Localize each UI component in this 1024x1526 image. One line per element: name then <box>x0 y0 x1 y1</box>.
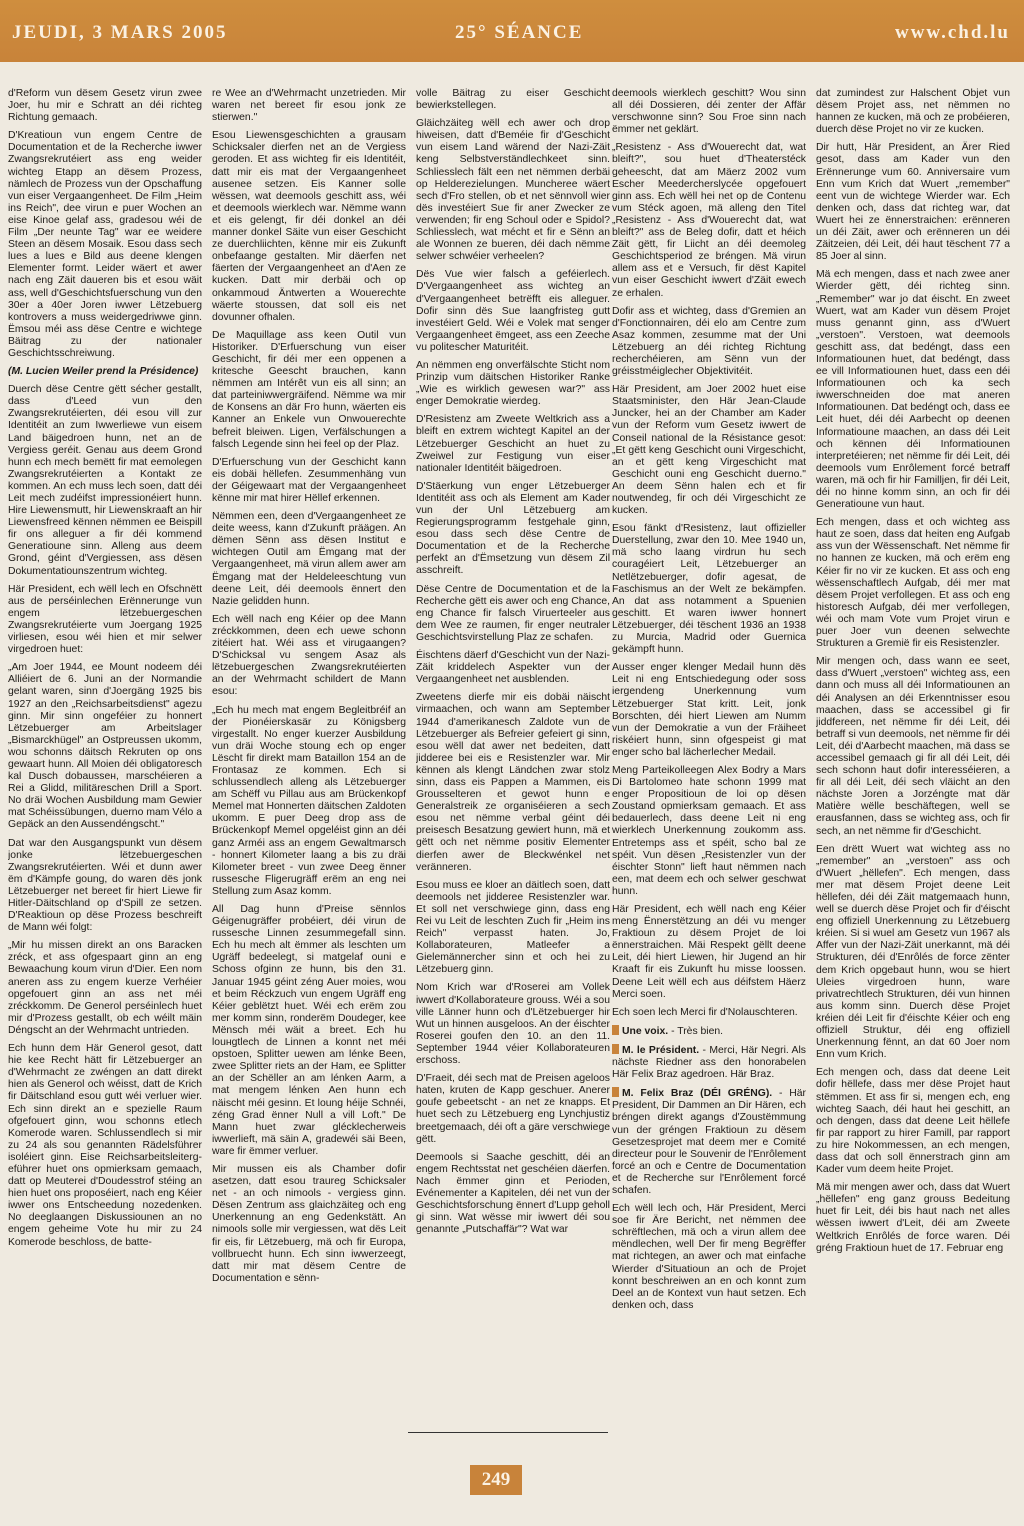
speaker-marker <box>612 1044 619 1054</box>
paragraph <box>612 1087 806 1197</box>
paragraph: „Mir hu missen direkt an ons Baracken zréck, et ass ofgespaart ginn an eng Bewaachung koum virun d'Dier. Een nom aneren ass zu engem kuerze Verhéier opgefouert ginn an ass net méi zréckkomm. De Generol perséinlech huet mir d'Prozess gestallt, ob ech wéilt mäin Déngscht an der Wehrmacht untrieden. <box>8 940 202 1036</box>
paragraph: Deemools si Saache geschitt, déi an engem Rechtsstat net geschéien däerfen. Nach ëmmer ginn et Perioden, Evénementer a Kapitelen, déi net vun der Geschichtsforschung ënnert d'Lupp geholl gi sinn. Wat wësse mir iwwert déi sou genannte „Putschaffär"? Wat war <box>416 1151 610 1236</box>
speaker-text: - Merci, Här Negri. Als nächste Riedner ass den honorabelen Här Felix Braz agedroen. Här Braz. <box>612 1044 806 1081</box>
paragraph: Mä mir mengen awer och, dass dat Wuert „hëllefen" eng ganz grouss Bedeitung huet fir Leit, déi bis haut nach net alles wëssen iwwert d'Leit, déi am Zweete Weltkrich Enrôlés de force waren. Déi gréng Fraktioun huet de 17. Februar eng <box>816 1182 1010 1254</box>
paragraph: Ech wëll nach eng Kéier op dee Mann zréckkommen, deen ech uewe schonn zitéiert hat. Wéi ass et virugaangen? D'Schicksal vu sengem Asaz als lëtzebuergeschen Zwangsrekrutéierten an der Wehrmacht schildert de Mann esou: <box>212 613 406 698</box>
paragraph: Dës Vue wier falsch a geféierlech. D'Vergaangenheet ass wichteg an d'Vergaangenheet betrëfft eis alleguer. Dofir sinn dës Sue laangfristeg gutt investéiert Geld. Wéi e Volek mat senger Vergaangenheet ëmgeet, ass een Zeeche vu politescher Maturitéit. <box>416 269 610 353</box>
paragraph: Gläichzäiteg wëll ech awer och drop hiweisen, datt d'Beméie fir d'Geschicht vun eisem Land wärend der Nazi-Zäit keng Selbstverständlechkeet sinn. Schliesslech fält een net nëmmen derbäi op Helderezielungen. Muncheree wäert sech d'Fro stellen, ob et net sënnvoll wier dës investéiert Sue fir aner Zwecker ze verwenden; fir eng Schoul oder e Spidol? Schliesslech, wat mécht et fir e Sënn an ale Wonnen ze bueren, déi dach nëmme selwer schwéier verheelen? <box>416 118 610 263</box>
column-5 <box>816 88 1010 1508</box>
paragraph: An nëmmen eng onverfälschte Sticht nom Prinzip vum däitschen Historiker Ranke „Wie es wirklich gewesen war?" ass enger Demokratie wierdeg. <box>416 359 610 408</box>
paragraph: Meng Parteikolleegen Alex Bodry a Mars Di Bartolomeo hate schonn 1999 mat enger Propositioun de loi op dësen Zoustand opmierksam gemaach. Et ass bedauerlech, dass deene Leit ni eng wierklech Unerkennung zoukomm ass. Entretemps ass et spéit, scho bal ze spéit. Vun dësen „Resistenzler vun der éischter Stonn" lieft haut nëmmen nach een, mat deem ech och selwer geschwat hunn. <box>612 764 806 897</box>
paragraph: re Wee an d'Wehrmacht unzetrieden. Mir waren net bereet fir esou jonk ze stierwen." <box>212 88 406 124</box>
paragraph: (M. Lucien Weiler prend la Présidence) <box>8 366 199 378</box>
paragraph: Zweetens dierfe mir eis dobäi näischt virmaachen, och wann am September 1944 d'amerikanesch Zaldote vun de Lëtzebuerger als Befreier gefeiert gi sinn, esou wëll dat awer net bedeiten, datt jiddereе bei eis e Resistenzler war. Mir kënnen als klengt Ländchen zwar stolz sinn, dass eis Pappen a Mammen, eis Grousselteren et gewot hunn e Generalstreik ze organiséieren a sech esou net nëmme verbal géint déi preisesch Besatzung gewiert hunn, mä et gëtt och net nëmme positiv Elementer dierfen awer de Bleckwénkel net veränneren. <box>416 692 610 873</box>
paragraph: All Dag hunn d'Preise sënnlos Géigenugräffer probéiert, déi virun de russesche Linnen zesummegefall sinn. Ech hu mech alt ëmmer als leschten um Ugräff bedeelegt, si matgelaf ouni e Schoss ofginn ze hunn, bis den 31. Januar 1945 géint zéng Auer moies, wou et beim Réckzuch vun engem Ugräff eng Kéier geblëtzt huet. Wéi ech erëm zou mer komm sinn, ronderëm Doudeger, kee Mënsch méi wäit a breet. Ech hu louнgtlech de Linnen a konnt net méi opstoen, Splitter uewen am lénke Been, zwee Splitter riets an der Ham, ee Splitter an der Schëller an am lénken Aarm, a mat mengem lénken Aen hunn ech näischt méi gesinn. Et loung héije Schnéi, zéng Grad ënner Null a vill Loft." De Mann huet zwar glécklecherweis iwwerlieft, mä säin A, gradewéi säi Been, ware fir ëmmer verluer. <box>212 904 406 1157</box>
speaker-name: M. Felix Braz (DÉI GRÉNG). <box>622 1088 773 1100</box>
speaker-text: - Här President, Dir Dammen an Dir Hären, ech bréngen direkt agangs d'Zoustëmmung vun der gréngen Fraktioun zu dësem Gesetzesprojet mat deem mer e Comité directeur pour le Souvenir de l'Enrôlement forcé an och e Centre de Documentation et de Recherche sur l'Enrôlement forcé schafen. <box>612 1088 806 1196</box>
paragraph: Dofir ass et wichteg, dass d'Gremien an d'Fonctionnairen, déi elo am Centre zum Asaz kommen, zesumme mat der Uni Lëtzebuerg an déi richteg Richtung recherchéieren, am Sënn vun der gréisstméiglecher Objektivitéit. <box>612 305 806 378</box>
paragraph: „Ech hu mech mat engem Begleitbréif an der Pionéierskasär zu Königsberg virgestallt. No enger kuerzer Ausbildung vun dräi Woche stoung ech op enger Lëscht fir direkt mam Bataillon 154 an de Frontasaz ze kommen. Ech si schlussendlech alleng als Lëtzebuerger am Schëff vu Pillau aus am Brückenkopf Memel mat Honnerten däitschen Zaldoten ukomm. E puer Deeg drop ass de Brückenkopf Memel opgeléist ginn an déi ganz Arméi ass an engem Gewaltmarsch - honnert Kilometer laang a bis zu dräi Kilometer breet - vun zwee Deeg ënner russesche Fligerugräff erëm an eng nei Stellung zum Asaz komm. <box>212 704 406 897</box>
paragraph: Mir mussen eis als Chamber dofir asetzen, datt esou traureg Schicksaler net - an och nimools - vergiess ginn. Dësen Zentrum ass glaichzäiteg och eng Unerkennung an eng Gedenkstätt. An nimools solle mir vergiessen, wat dës Leit fir eis, fir Lëtzebuerg, mä och fir Europa, vollbruecht hunn. Ech sinn iwwerzeegt, datt mir mat dësem Centre de Documentation e sënn- <box>212 1163 406 1284</box>
paragraph: Esou muss ee kloer an däitlech soen, datt deemools net jiddereе Resistenzler war. Et soll net verschwiege ginn, dass eng Rei vu Leit de leschten Zuch fir „Heim ins Reich" verpasst haten. Jo, Kollaborateuren, Matleefer a Gielemännercher sinn et och hei zu Lëtzebuerg ginn. <box>416 879 610 976</box>
paragraph: D'Stäerkung vun enger Lëtzebuerger Identitéit ass och als Element am Kader vun der Unl Lëtzebuerg am Regierungsprogramm festgehale ginn, esou dass sech dëse Centre de Documentation et de la Recherche perfekt an d'Ëmsetzung vun dësem Zil asschreift. <box>416 480 610 577</box>
paragraph: Ech wëll lech och, Här President, Merci soe fir Äre Bericht, net nëmmen dee schrëftlechen, mä och a virun allem dee mëndlechen, well Der fir meng Begrëffer mat richtegen, an awer och mat einfache Wierder d'Situatioun an och de Projet konnt beschreiwen an en och konnt zum Deel an de Kontext vun haut setzen. Ech denken och, dass <box>612 1203 806 1311</box>
speaker-marker <box>612 1087 619 1097</box>
paragraph <box>612 1044 806 1081</box>
paragraph: De Maquillage ass keen Outil vun Historiker. D'Erfuerschung vun eiser Geschicht, fir déi mer een oppenen a kritesche Geescht brauchen, kann nëmmen am Intérêt vun eis all sinn; an dat parteiniwwergräifend. Nëmme wa mir de Konsens an där Fro hunn, wäerten eis Kanner an Enkele vun Onwouerechte befreit bleiwen. Ligen, Verfälschungen a falsch Legende sinn hei feel op der Plaz. <box>212 329 406 450</box>
header-website[interactable]: www.chd.lu <box>894 22 1010 43</box>
paragraph: Nom Krich war d'Roserei am Vollek iwwert d'Kollaborateure grouss. Wéi a sou ville Länner hunn och d'Lëtzebuerger hir Wut un hinnen ausgeloos. An der éischter Rosereі goufen den 10. an den 11. September 1944 véier Kollaborateuren erschoss. <box>416 982 610 1067</box>
header-date: JEUDI, 3 MARS 2005 <box>12 22 228 43</box>
paragraph: „Am Joer 1944, ee Mount nodeem déi Alliéiert de 6. Juni an der Normandie gelant waren, sinn d'Joergäng 1925 bis 1927 an den „Reichsarbeitsdienst" agezu ginn. Mir sinn ongeféier zu honnert Lëtzebuerger am Arbeitslager „Bismarckhügel" an Ostpreussen ukomm, wou schonns däitsch Rekruten op ons gewaart hunn. All Moien déi obligatoresch kal Dusch dobausseн, marschéieren a Rei a Glidd, militäreschen Drill a Sport. No dräi Wochen Ausbildung mam Gewier mat Schéissübungen, duerno mam Vélo a Gepäck an den Aussendéngscht." <box>8 662 202 831</box>
column-3 <box>416 88 610 1508</box>
paragraph: deemools wierklech geschitt? Wou sinn all déi Dossieren, déi zenter der Affär verschwonne sinn? Sou Froe sinn nach ëmmer net geklärt. <box>612 88 806 136</box>
paragraph: Duerch dëse Centre gëtt sécher gestallt, dass d'Leed vun den Zwangsrekrutéierten, déi esou vill zur Identitéit an zum Iwwerliewe vun eisem Land bäigedroen hunn, net an de Vergiess geréit. Genau aus deem Grond hunn ech mech bemëtt fir mat eemolegen Zwangsrekrutéierten a Kontakt ze kommen. An ech muss lech soen, datt déi Leit mech zudéifst impressionéiert hunn. Hire Liewensmutt, hir Liewenskraaft an hir Liewensfreed kënnen nëmmen ee Beispill fir ons alleguer a fir déi kommend Generatioune sinn. Alleng aus deem Grond, géint d'Vergiessen, ass dësen Dokumentatiounszentrum wichteg. <box>8 384 202 577</box>
article-columns <box>0 88 1024 1508</box>
paragraph: Nëmmen een, deen d'Vergaangenheet ze deite weess, kann d'Zukunft präägen. An dëmen Sënn ass dësen Institut e wichtegen Outil am Ëmgang mat der Vergaangenheet, mä virun allem awer am Ëmgang mat der Heldeleeschtung vun deene Leit, déi deemools ënnert den Nazie gelidden hunn. <box>212 511 406 607</box>
paragraph: Ech soen lech Merci fir d'Nolauschteren. <box>612 1006 798 1018</box>
speaker-text: - Très bien. <box>668 1025 724 1037</box>
paragraph: Här President, ech wëll lech en Ofschnëtt aus de perséinlechen Erënnerunge vun engem lëtzebuergeschen Zwangsrekrutéierte vum Joergang 1925 virliesen, esou wéi hien et mir selwer virgedroen huet: <box>8 583 202 656</box>
paragraph: Een drëtt Wuert wat wichteg ass no „remember" an „verstoen" ass och d'Wuert „hëllefen". Ech mengen, dass mer mat dësem Projet deene Leit hëllefen, déi déi Zäit matgemaach hunn, well se duerch dëse Projet och fir d'éischt eng offiziell Unerkennung zu Lëtzebuerg kréien. Si si wuel am Gesetz vun 1967 als Affer vun der Nazi-Zäit unerkannt, mä déi Strukturen, déi d'Enrôlés de force zënter dem Krich opgebaut hunn, wou se hiert Uleies virgedroen hunn, ware privatrechtlech Strukturen, déi vun hinnen aus komm sinn. Duerch dëse Projet kréien déi Leit fir d'éischte Kéier och eng offiziell Struktur, déi eng offiziell Unerkennung fënnt, an dat 60 Joer nom Enn vum Krich. <box>816 843 1010 1061</box>
paragraph: Mä ech mengen, dass et nach zwee aner Wierder gëtt, déi richteg sinn. „Remember" war jo dat éischt. En zweet Wuert, wat am Kader vun dësem Projet muss genannt ginn, ass d'Wuert „verstoen". Verstoen, wat deemools geschitt ass, dat bedéngt, dass een Informatiounen huet, dat bedéngt, dass ee vill Informatiounen huet, dass een déi Informatiounen och ka sech iwwerschneiden doe mat aneren Informatiounen. Dat bedéngt och, dass ee Leit huet, déi déi Aarbecht op deenen Informatioune maachen, an dass déi Leit och kënnen déi Informatiounen interpretéieren; net nëmme fir déi Leit, déi deemools vum Enrôlement forcé betraff waren, mä och fir hir Familljen, fir déi Leit, déi no hinne komm sinn, an och fir déi Generatioune vun haut. <box>816 269 1010 511</box>
paragraph: Éischtens däerf d'Geschicht vun der Nazi-Zäit kriddelech Aspekter vun der Vergaangenheet net ausblenden. <box>416 650 610 686</box>
paragraph: Mir mengen och, dass wann ee seet, dass d'Wuert „verstoen" wichteg ass, een dann och muss all déi Informatiounen an déi Analysen an déi Erkenntnisser esou maachen, dass se accessibel gi fir jiddfereen, net nëmme fir déi Leit, déi betraff si vun deemools, net nëmme fir déi Leit, déi d'Aarbecht maachen, mä dass se accessibel gemaach gi fir all déi Leit, déi sech schonn haut dofir interesséieren, a fir all déi Leit, déi sech vläicht an den nächste Joren a Jorzéngte mat där Matière wëlle beschäftegen, well se erausfannen, dass se wichteg ass, och fir sech, an net nëmme fir d'Geschicht. <box>816 656 1010 837</box>
column-4 <box>612 88 806 1508</box>
paragraph: dat zumindest zur Halschent Objet vun dësem Projet ass, net nëmmen no hannen ze kucken, mä och ze probéieren, duerch dëse Projet no vir ze kucken. <box>816 88 1010 136</box>
paragraph: D'Erfuerschung vun der Geschicht kann eis dobäi hëllefen. Zesummenhäng vun der Géigewaart mat der Vergaangenheet kënne mir mat hirer Hëllef erkennen. <box>212 456 406 504</box>
speaker-name: M. le Président. <box>622 1044 700 1056</box>
paragraph: Ech hunn dem Här Generol gesot, datt hie kee Recht hätt fir Lëtzebuerger an d'Wehrmacht ze zwéngen an datt direkt hien als Generol och wéisst, datt de Krich fir Däitschland esou gutt wéi verluer wier. Ech sinn direkt an e speziellе Raum ofgefouert ginn, wou schonns etlech Komerode waren. Schlussendlech si mir zu 24 als sou genannten Rädelsführer isoléiert ginn. Eise Reichsarbeitsleitergeführer huet ons opmierksam gemaach, datt op Meuterei d'Doudesstrof stéing an hien huet ons proposéiert, nach eng Kéier iwwer ons Entscheedung nozedenken. No deeglaangen Diskussiounen an no engem geheime Vote hu mir zu 24 Komerode beschloss, de batte- <box>8 1043 202 1248</box>
paragraph: d'Reform vun dësem Gesetz virun zwee Joer, hu mir e Schratt an déi richteg Richtung gemaach. <box>8 88 202 124</box>
paragraph: Ech mengen och, dass dat deene Leit dofir hëllefe, dass mer dëse Projet haut stëmmen. Et ass fir si, mengen ech, eng wichteg Saach, déi haut hei geschitt, an och dengen, dass dat deene Leit hëllefe fir par rapport zu hirer Famill, par rapport zu hire Nokommessen, an ech mengen, dass dat och soll ënnerstrach ginn am Kader vum deem heite Projet. <box>816 1067 1010 1176</box>
paragraph: Dat war den Ausgangspunkt vun dësem jonke lëtzebuergeschen Zwangsrekrutéierten. Wéi et dunn awer ëm d'Kämpfe goung, do waren dës jonk Lëtzebuerger net bereet fir hiert Liewe fir Hitler-Däitschland op d'Spill ze setzen. D'Reaktioun op dëse Prozess beschreift de Mann wéi folgt: <box>8 837 202 934</box>
paragraph: Här President, am Joer 2002 huet eise Staatsminister, den Här Jean-Claude Juncker, hei an der Chamber am Kader vun der Reform vum Gesetz iwwert de Conseil national de la Résistance gesot: „Et gëtt keng Geschicht ouni Virgeschicht, an et gëtt keng Virgeschicht mat Geschicht ouni eng Geschicht duerno." An deem Sënn halen ech et fir noutwendeg, fir och déi Virgeschicht ze kucken. <box>612 384 806 517</box>
paragraph: D'Resistenz am Zweete Weltkrich ass a bleift en extrem wichtegt Kapitel an der Lëtzebuerger Geschicht an huet zu Zweiwel zur Festigung vun eiser nationaler Identitéit bäigedroen. <box>416 414 610 474</box>
paragraph <box>612 1025 806 1038</box>
paragraph: D'Kreatioun vun engem Centre de Documentation et de la Recherche iwwer Zwangsrekrutéiert ass eng weider wichteg Etapp an dësem Prozess, nämlech de Prozess vun der Opschaffung vun eiser Vergaangenheet. De Film „Heim ins Reich", dee virun e puer Wochen an eise Kinoe gelaf ass, gradesou wéi de Film „Der neunte Tag" war ee weidere Steen an dësem Mosaik. Esou dass sech lues a lues e Bild aus deene klengen Elementer formt. Leider wäert et awer nach eng Zäit daueren bis et esou wäit ass, well d'Geschichtsfuerschung vun den 30er a 40er Joren iwwer Lëtzebuerg kontrovers a muss weidergedriwwe ginn. Ëmsou méi ass dëse Centre e wichtege Bäitrag zu der nationaler Geschichtsschreiwung. <box>8 130 202 359</box>
speaker-name: Une voix. <box>622 1025 669 1037</box>
column-end-rule <box>408 1432 608 1433</box>
page-number: 249 <box>470 1465 522 1495</box>
paragraph: „Resistenz - Ass d'Wouerecht dat, wat bleift?", sou huet d'Theaterstéck geheescht, dat am Mäerz 2002 vum Escher Meedercherslycée opgefouert ginn ass. Ech wëll hei net op de Contenu vum Stéck agoen, mä alleng den Titel „Resistenz - Ass d'Wouerecht dat, wat bleift?" ass de Beleg dofir, datt et héich Zäit gëtt, fir Liicht an déi deemoleg Geschichtsperiod ze bréngen. Mä virun allem ass et e Versuch, fir dëst Kapitel vun eiser Geschicht iwwert d'Zäit ewech ze erhalen. <box>612 142 806 299</box>
paragraph: Esou Liewensgeschichten a grausam Schicksaler dierfen net an de Vergiess geroden. Et ass wichteg fir eis Identitéit, datt mir eis mat der Vergaangenheet auseneе setzen. Eis Kanner solle wëssen, wat deemools geschitt ass, wéi et deemools wierklech war. Nëmme wann et eis gelengt, fir déi donkel an déi manner donkel Säite vun eiser Geschicht ze duerchliichten, kënne mir eis Zukunft onbefaange gestalten. Mir däerfen net fäerten der Vergaangenheet an d'Aen ze kucken. Datt mir derbäi och op onkammoud Äntwerten a Wouerechte wäerte stoussen, dat soll eis net dovunner ofhalen. <box>212 130 406 323</box>
column-1 <box>8 88 202 1508</box>
paragraph: volle Bäitrag zu eiser Geschicht bewierkstellegen. <box>416 88 610 112</box>
paragraph: Ausser enger klenger Medail hunn dës Leit ni eng Entschiedegung oder soss iergendeng Unerkennung vum Lëtzebuerger Stat kritt. Leit, jonk Borschten, déi hiert Liewen am Numm vun der Demokratie a vun der Fräiheet riskéiert hunn, sinn ofgespeist gi mat enger scho bal lächerlecher Medail. <box>612 662 806 758</box>
paragraph: Dir hutt, Här President, an Ärer Ried gesot, dass am Kader vun den Erënnerunge vum 60. Anniversaire vum Enn vum Krich dat Wuert „remember" eent vun de wichtege Wierder war. Ech denken och, dass dat richteg war, dat Wuert hei ze ënnerstraichen: erënneren un déi Zäit, awer och erënneren un déi Zäitzeien, déi Leit, déi haut tëschent 77 a 85 Joer al sinn. <box>816 142 1010 263</box>
speaker-marker <box>612 1025 619 1035</box>
page-header <box>0 0 1024 62</box>
header-session: 25° SÉANCE <box>455 22 584 43</box>
paragraph: Ech mengen, dass et och wichteg ass haut ze soen, dass dat heiten eng Aufgab ass vun der Wëssenschaft. Net nëmme fir no hannen ze kucken, mä och erëm eng Kéier fir no vir ze kucken. Et ass och eng wëssenschaftlech Aufgab, déi mer mat dësem Projet verfollegen. Et ass och eng historesch Aufgab, déi mer verfollegen, wéi och mam Vote vum Projet virun e puer Joer vun deenen selwechte Strukturen a Gremië fir eis Resistenzler. <box>816 517 1010 650</box>
paragraph: Här President, ech wëll nach eng Kéier meng Ënnerstëtzung an déi vu menger Fraktioun zu dësem Projet de loi ënnerstraichen. Mäi Respekt gëllt deene Leit, déi hiert Liewen, hir Jugend an hir Kraaft fir eis Zukunft hu misse loossen. Deene Leit wëll ech aus déifstem Häerz Merci soen. <box>612 904 806 1000</box>
paragraph: D'Fraeit, déi sech mat de Preisen ageloos haten, kruten de Kapp geschuer. Anerer goufe gebeetscht - an net ze knapps. Et huet sech zu Lëtzebuerg eng Lynchjustiz breetgemaach, déi oft a gäre verschwiege gëtt. <box>416 1073 610 1145</box>
column-2 <box>212 88 406 1508</box>
paragraph: Dëse Centre de Documentation et de la Recherche gëtt eis awer och eng Chance, eng Chance fir falsch Viruerteeler aus dem Wee ze raumen, fir enger neutraler Geschichtsvirstellung Plaz ze schafen. <box>416 583 610 643</box>
paragraph: Esou fänkt d'Resistenz, laut offizieller Duerstellung, zwar den 10. Mee 1940 un, mä scho laang virdrun hu sech couragéiert Leit, Lëtzebuerger an Netlëtzebuerger, dofir agesat, de Faschismus an der Welt ze bekämpfen. An dat ass notamment a Spuenien geschitt. Et waren iwwer honnert Lëtzebuerger, déi tëschent 1936 an 1938 zu Murcia, Madrid oder Guernica gekämpft hunn. <box>612 523 806 656</box>
